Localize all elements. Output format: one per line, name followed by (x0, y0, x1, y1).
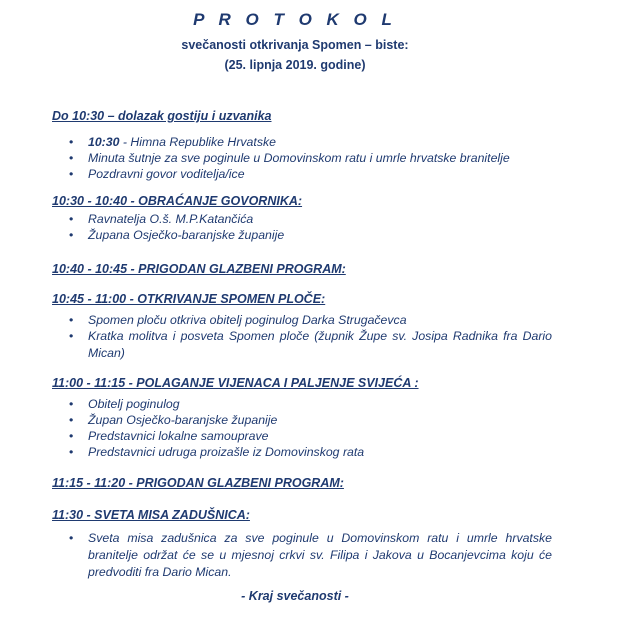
section-list-wreaths (52, 396, 552, 460)
list-item (52, 134, 552, 150)
item-text: Minuta šutnje za sve poginule u Domovinskom ratu i umrle hrvatske branitelje (88, 151, 510, 165)
list-item (52, 444, 552, 460)
item-text: Spomen ploču otkriva obitelj poginulog Darka Strugačevca (88, 313, 407, 327)
list-item (52, 150, 552, 166)
document-date: (25. lipnja 2019. godine) (224, 58, 366, 72)
item-text: Kratka molitva i posveta Spomen ploče (župnik Župe sv. Josipa Radnika fra Dario Mican) (88, 329, 552, 360)
list-item (52, 396, 552, 412)
section-list-arrival (52, 134, 552, 182)
item-text: Predstavnici lokalne samouprave (88, 429, 269, 443)
document-subtitle: svečanosti otkrivanja Spomen – biste: (181, 38, 409, 52)
list-item (52, 412, 552, 428)
item-text: Predstavnici udruga proizašle iz Domovinskog rata (88, 445, 365, 459)
list-item (52, 227, 552, 243)
closing-line: - Kraj svečanosti - (241, 589, 349, 603)
item-text: Obitelj poginulog (88, 397, 180, 411)
item-text: Pozdravni govor voditelja/ice (88, 167, 245, 181)
item-text: - Himna Republike Hrvatske (119, 135, 276, 149)
section-heading-mass: 11:30 - SVETA MISA ZADUŠNICA: (52, 508, 250, 522)
list-item (52, 428, 552, 444)
item-text: Župana Osječko-baranjske županije (88, 228, 285, 242)
list-item (52, 530, 552, 581)
item-text: Ravnatelja O.š. M.P.Katančića (88, 212, 254, 226)
section-list-plaque (52, 312, 552, 362)
item-time: 10:30 (88, 135, 120, 149)
list-item (52, 166, 552, 182)
section-list-speakers (52, 211, 552, 243)
section-heading-arrival: Do 10:30 – dolazak gostiju i uzvanika (52, 109, 272, 123)
list-item (52, 211, 552, 227)
section-heading-plaque: 10:45 - 11:00 - OTKRIVANJE SPOMEN PLOČE: (52, 292, 326, 306)
list-item (52, 328, 552, 362)
section-heading-music-2: 11:15 - 11:20 - PRIGODAN GLAZBENI PROGRAM: (52, 476, 344, 490)
item-text: Sveta misa zadušnica za sve poginule u Domovinskom ratu i umrle hrvatske branitelje održat će se u mjesnoj crkvi sv. Filipa i Jakova u Bocanjevcima koju će predvoditi fra Dario Mican. (88, 531, 552, 579)
document-title: P R O T O K O L (193, 10, 397, 29)
item-text: Župan Osječko-baranjske županije (88, 413, 278, 427)
section-list-mass (52, 530, 552, 581)
list-item (52, 312, 552, 328)
section-heading-speakers: 10:30 - 10:40 - OBRAĆANJE GOVORNIKA: (52, 194, 303, 208)
section-heading-music-1: 10:40 - 10:45 - PRIGODAN GLAZBENI PROGRAM: (52, 262, 346, 276)
section-heading-wreaths: 11:00 - 11:15 - POLAGANJE VIJENACA I PALJENJE SVIJEĆA : (52, 376, 419, 390)
